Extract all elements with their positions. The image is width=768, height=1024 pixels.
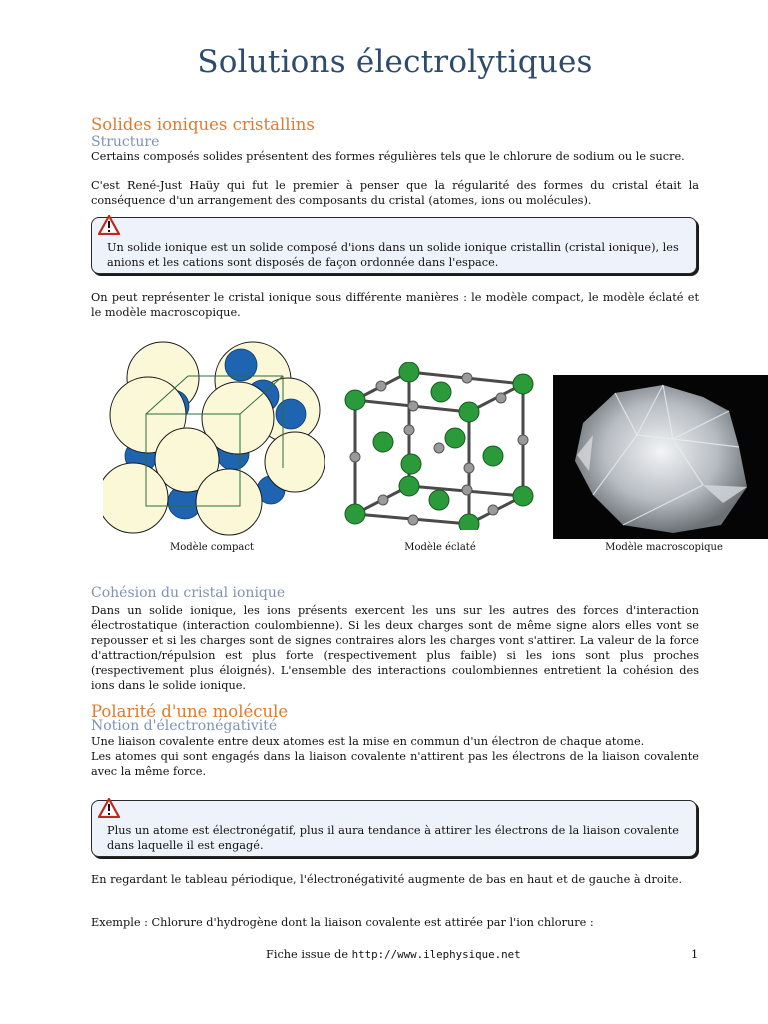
- subsection-heading-electronegativite: Notion d'électronégativité: [91, 718, 278, 734]
- warning-box: [91, 800, 697, 857]
- figure-caption: Modèle compact: [170, 542, 254, 553]
- section-heading-polarite: Polarité d'une molécule: [91, 702, 289, 721]
- paragraph: Une liaison covalente entre deux atomes est la mise en commun d'un électron de chaque atome.: [91, 735, 645, 748]
- paragraph: Certains composés solides présentent des formes régulières tels que le chlorure de sodium ou le sucre.: [91, 150, 685, 163]
- paragraph: On peut représenter le cristal ionique sous différente manières : le modèle compact, le modèle éclaté et le modèle macroscopique.: [91, 291, 699, 319]
- warning-box: [91, 217, 697, 274]
- exploded-model-image: [343, 362, 539, 530]
- warning-text: Plus un atome est électronégatif, plus il aura tendance à attirer les électrons de la liaison covalente dans laquelle il est engagé.: [107, 824, 679, 852]
- warning-icon: [98, 798, 120, 818]
- paragraph: C'est René-Just Haüy qui fut le premier à penser que la régularité des formes du cristal était la conséquence d'un arrangement des composants du cristal (atomes, ions ou molécules).: [91, 179, 699, 207]
- warning-text: Un solide ionique est un solide composé d'ions dans un solide ionique cristallin (cristal ionique), les anions et les cations sont disposés de façon ordonnée dans l'espace.: [107, 241, 679, 269]
- warning-icon: [98, 215, 120, 235]
- compact-model-image: [103, 340, 325, 536]
- figure-caption: Modèle macroscopique: [605, 542, 723, 553]
- paragraph: En regardant le tableau périodique, l'électronégativité augmente de bas en haut et de gauche à droite.: [91, 873, 683, 886]
- subsection-heading-cohesion: Cohésion du cristal ionique: [91, 585, 286, 601]
- paragraph: Dans un solide ionique, les ions présents exercent les uns sur les autres des forces d'interaction électrostatique (interaction coulombienne). Si les deux charges sont de même signe alors elles vont se repousser et si les charges sont de signes contraires alors les charges vont s'attirer. La valeur de la force d'attraction/répulsion est plus forte (respectivement plus faible) si les ions sont plus proches (respectivement plus éloignés). L'ensemble des interactions coulombiennes entretient la cohésion des ions dans le solide ionique.: [91, 604, 699, 692]
- subsection-heading-structure: Structure: [91, 134, 160, 150]
- paragraph: Les atomes qui sont engagés dans la liaison covalente n'attirent pas les électrons de la liaison covalente avec la même force.: [91, 750, 699, 778]
- figure-caption: Modèle éclaté: [404, 542, 476, 553]
- footer-link[interactable]: http://www.ilephysique.net: [351, 948, 521, 961]
- footer-source: [266, 948, 521, 961]
- page-title: Solutions électrolytiques: [197, 44, 593, 80]
- section-heading-solides: Solides ioniques cristallins: [91, 115, 315, 134]
- page-number: 1: [691, 948, 699, 961]
- macroscopic-model-image: [553, 375, 768, 539]
- footer-prefix: Fiche issue de: [266, 948, 349, 961]
- paragraph: Exemple : Chlorure d'hydrogène dont la liaison covalente est attirée par l'ion chlorure :: [91, 916, 594, 929]
